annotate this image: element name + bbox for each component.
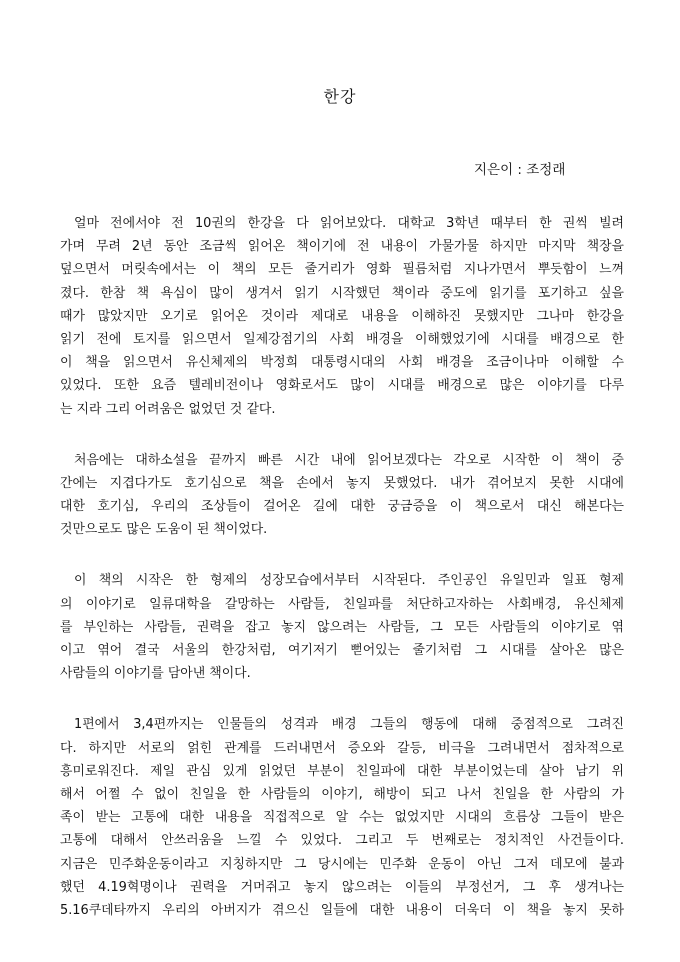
- text-line: 처음에는 대하소설을 끝까지 빠른 시간 내에 읽어보겠다는 각오로 시작한 이 책이 중: [74, 452, 624, 468]
- paragraph-2: [60, 449, 624, 542]
- text-line: 족이 받는 고통에 대한 내용을 직접적으로 알 수는 없었지만 시대의 흐름상 그들이 받은: [60, 810, 624, 826]
- text-line: 대한 호기심, 우리의 조상들이 걸어온 길에 대한 궁금증을 이 책으로서 대신 해본다는: [60, 499, 624, 515]
- author-line: 지은이 : 조정래: [474, 162, 566, 178]
- text-line: 지금은 민주화운동이라고 지칭하지만 그 당시에는 민주화 운동이 아닌 그저 데모에 불과: [60, 856, 624, 872]
- text-line: 다. 하지만 서로의 얽힌 관계를 드러내면서 증오와 갈등, 비극을 그려내면서 점차적으로: [60, 740, 624, 756]
- text-line: 이 책을 읽으면서 유신체제의 박정희 대통령시대의 사회 배경을 조금이나마 이해할 수: [60, 355, 624, 371]
- paragraph-4: [60, 713, 624, 922]
- text-line: 졌다. 한참 책 욕심이 많이 생겨서 읽기 시작했던 책이라 중도에 읽기를 포기하고 싶을: [60, 285, 624, 301]
- text-line: 얼마 전에서야 전 10권의 한강을 다 읽어보았다. 대학교 3학년 때부터 한 권씩 빌려: [74, 216, 624, 231]
- text-line: 이고 엮어 결국 서울의 한강처럼, 여기저기 뻗어있는 줄기처럼 그 시대를 살아온 많은: [60, 643, 624, 658]
- text-line: 읽기 전에 토지를 읽으면서 일제강점기의 사회 배경을 이해했었기에 시대를 배경으로 한: [60, 331, 624, 347]
- text-line: 간에는 지겹다가도 호기심으로 책을 손에서 놓지 못했었다. 내가 겪어보지 못한 시대에: [60, 475, 624, 491]
- text-line: 는 지라 그리 어려움은 없었던 것 같다.: [60, 401, 276, 417]
- text-line: 있었다. 또한 요즘 텔레비전이나 영화로서도 많이 시대를 배경으로 많은 이야기를 다루: [60, 378, 624, 394]
- text-line: 때가 많았지만 오기로 읽어온 것이라 제대로 내용을 이해하진 못했지만 그나마 한강을: [60, 308, 624, 324]
- text-line: 가며 무려 2년 동안 조금씩 읽어온 책이기에 전 내용이 가물가물 하지만 마지막 책장을: [60, 239, 624, 255]
- text-line: 이 책의 시작은 한 형제의 성장모습에서부터 시작된다. 주인공인 유일민과 일표 형제: [74, 573, 624, 589]
- text-line: 했던 4.19혁명이나 권력을 거머쥐고 놓지 않으려는 이들의 부정선거, 그 후 생겨나는: [60, 879, 624, 895]
- text-line: 흥미로워진다. 제일 관심 있게 읽었던 부분이 친일파에 대한 부분이었는데 살아 남기 위: [60, 763, 624, 779]
- text-line: 사람들의 이야기를 담아낸 책이다.: [60, 666, 251, 682]
- text-line: 5.16쿠데타까지 우리의 아버지가 겪으신 일들에 대한 내용이 더욱더 이 책을 놓지 못하: [60, 902, 624, 918]
- text-line: 고통에 대해서 안쓰러움을 느낄 수 있었다. 그리고 두 번째로는 정치적인 사건들이다.: [60, 833, 624, 849]
- text-line: 덮으면서 머릿속에서는 이 책의 모든 줄거리가 영화 필름처럼 지나가면서 뿌듯함이 느껴: [60, 262, 624, 278]
- text-line: 를 부인하는 사람들, 권력을 잡고 놓지 않으려는 사람들, 그 모든 사람들의 이야기로 엮: [60, 619, 624, 635]
- paragraph-1: [60, 212, 624, 421]
- document-body: [60, 212, 624, 950]
- text-line: 의 이야기로 일류대학을 갈망하는 사람들, 친일파를 처단하고자하는 사회배경, 유신체제: [60, 596, 624, 612]
- text-line: 해서 어쩔 수 없이 친일을 한 사람들의 이야기, 해방이 되고 나서 친일을 한 사람의 가: [60, 786, 624, 802]
- text-line: 1편에서 3,4편까지는 인물들의 성격과 배경 그들의 행동에 대해 중점적으로 그려진: [74, 717, 624, 733]
- text-line: 것만으로도 많은 도움이 된 책이었다.: [60, 522, 268, 538]
- document-title: 한강: [323, 87, 357, 106]
- paragraph-3: [60, 569, 624, 685]
